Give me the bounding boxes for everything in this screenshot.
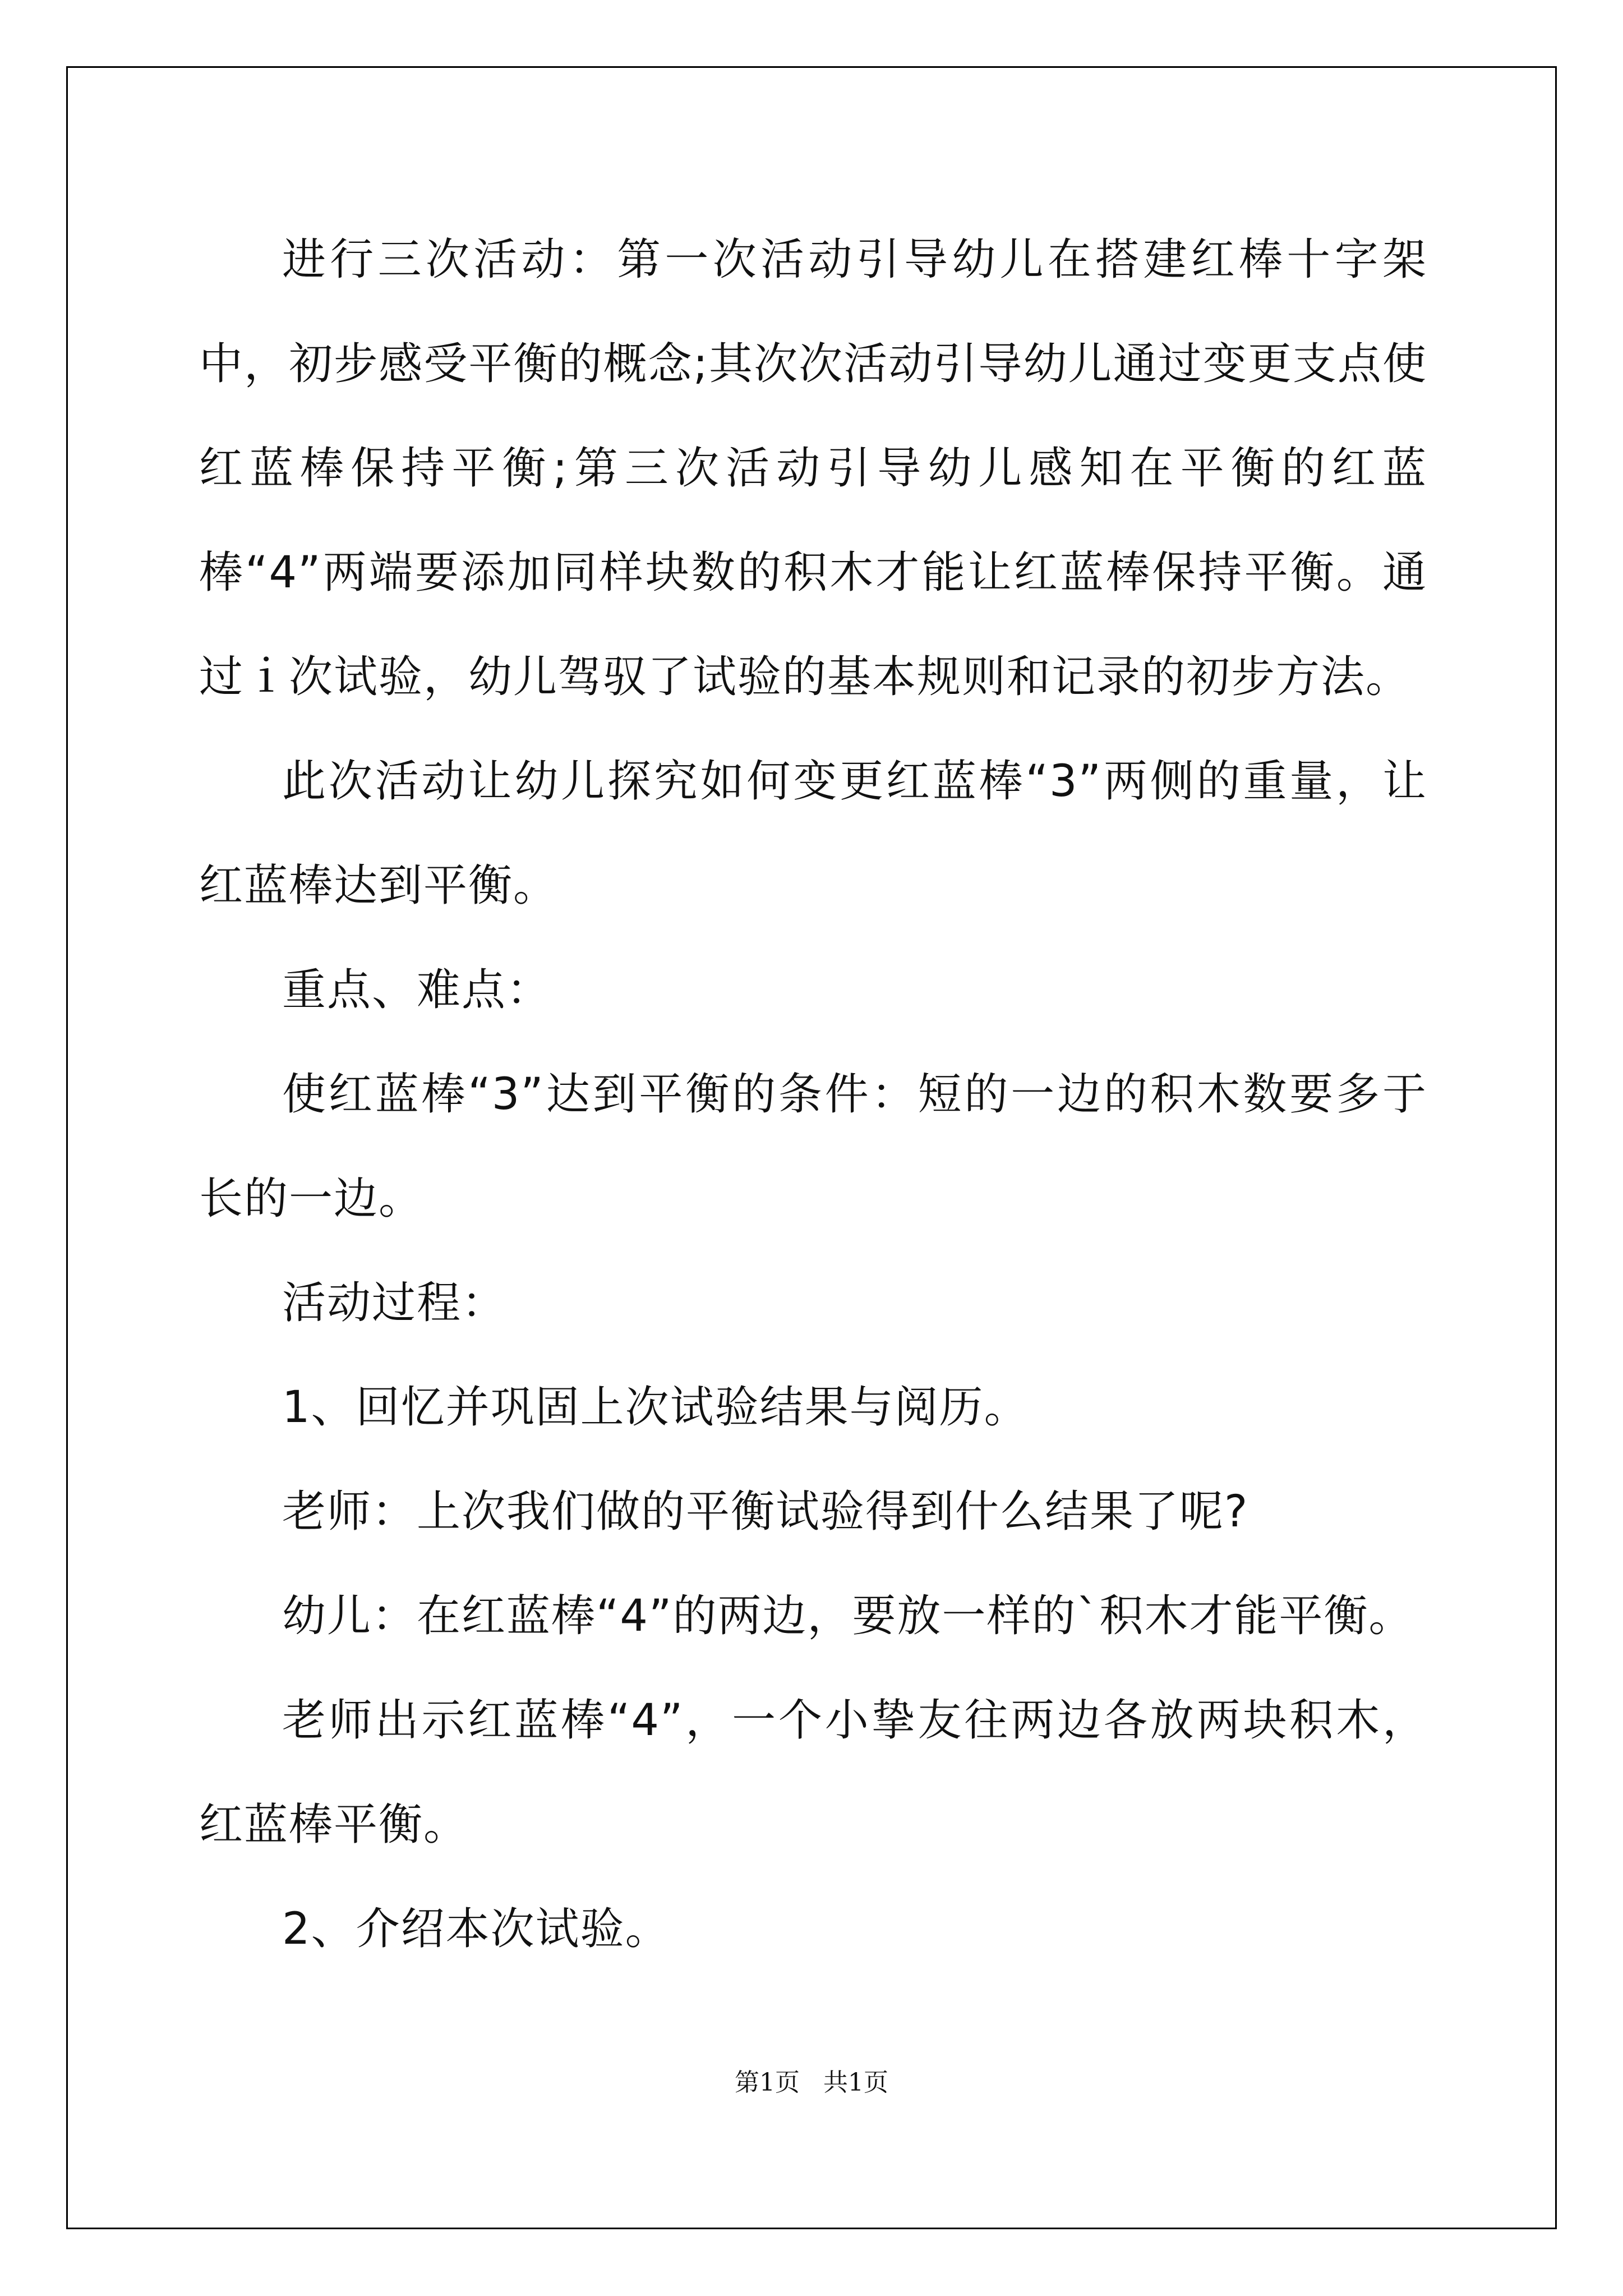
page-total: 共1页 [823, 2068, 888, 2097]
paragraph: 活动过程： [282, 1278, 507, 1328]
document-body [199, 208, 1427, 1981]
paragraph: 此次活动让幼儿探究如何变更红蓝棒“3”两侧的重量，让红蓝棒达到平衡。 [199, 756, 1427, 911]
paragraph: 1、回忆并巩固上次试验结果与阅历。 [282, 1382, 1029, 1433]
paragraph: 2、介绍本次试验。 [282, 1904, 670, 1954]
paragraph: 重点、难点： [282, 965, 552, 1015]
page-number: 第1页 [735, 2068, 800, 2097]
paragraph: 进行三次活动：第一次活动引导幼儿在搭建红棒十字架中，初步感受平衡的概念;其次次活动引导幼儿通过变更支点使红蓝棒保持平衡;第三次活动引导幼儿感知在平衡的红蓝棒“4”两端要添加同样块数的积木才能让红蓝棒保持平衡。通过ｉ次试验，幼儿驾驭了试验的基本规则和记录的初步方法。 [199, 234, 1427, 702]
paragraph: 幼儿：在红蓝棒“4”的两边，要放一样的`积木才能平衡。 [282, 1591, 1414, 1641]
page-footer [0, 2062, 1623, 2098]
paragraph: 使红蓝棒“3”达到平衡的条件：短的一边的积木数要多于长的一边。 [199, 1069, 1427, 1224]
paragraph: 老师出示红蓝棒“4”，一个小挚友往两边各放两块积木，红蓝棒平衡。 [199, 1695, 1427, 1850]
paragraph: 老师：上次我们做的平衡试验得到什么结果了呢? [282, 1487, 1249, 1537]
